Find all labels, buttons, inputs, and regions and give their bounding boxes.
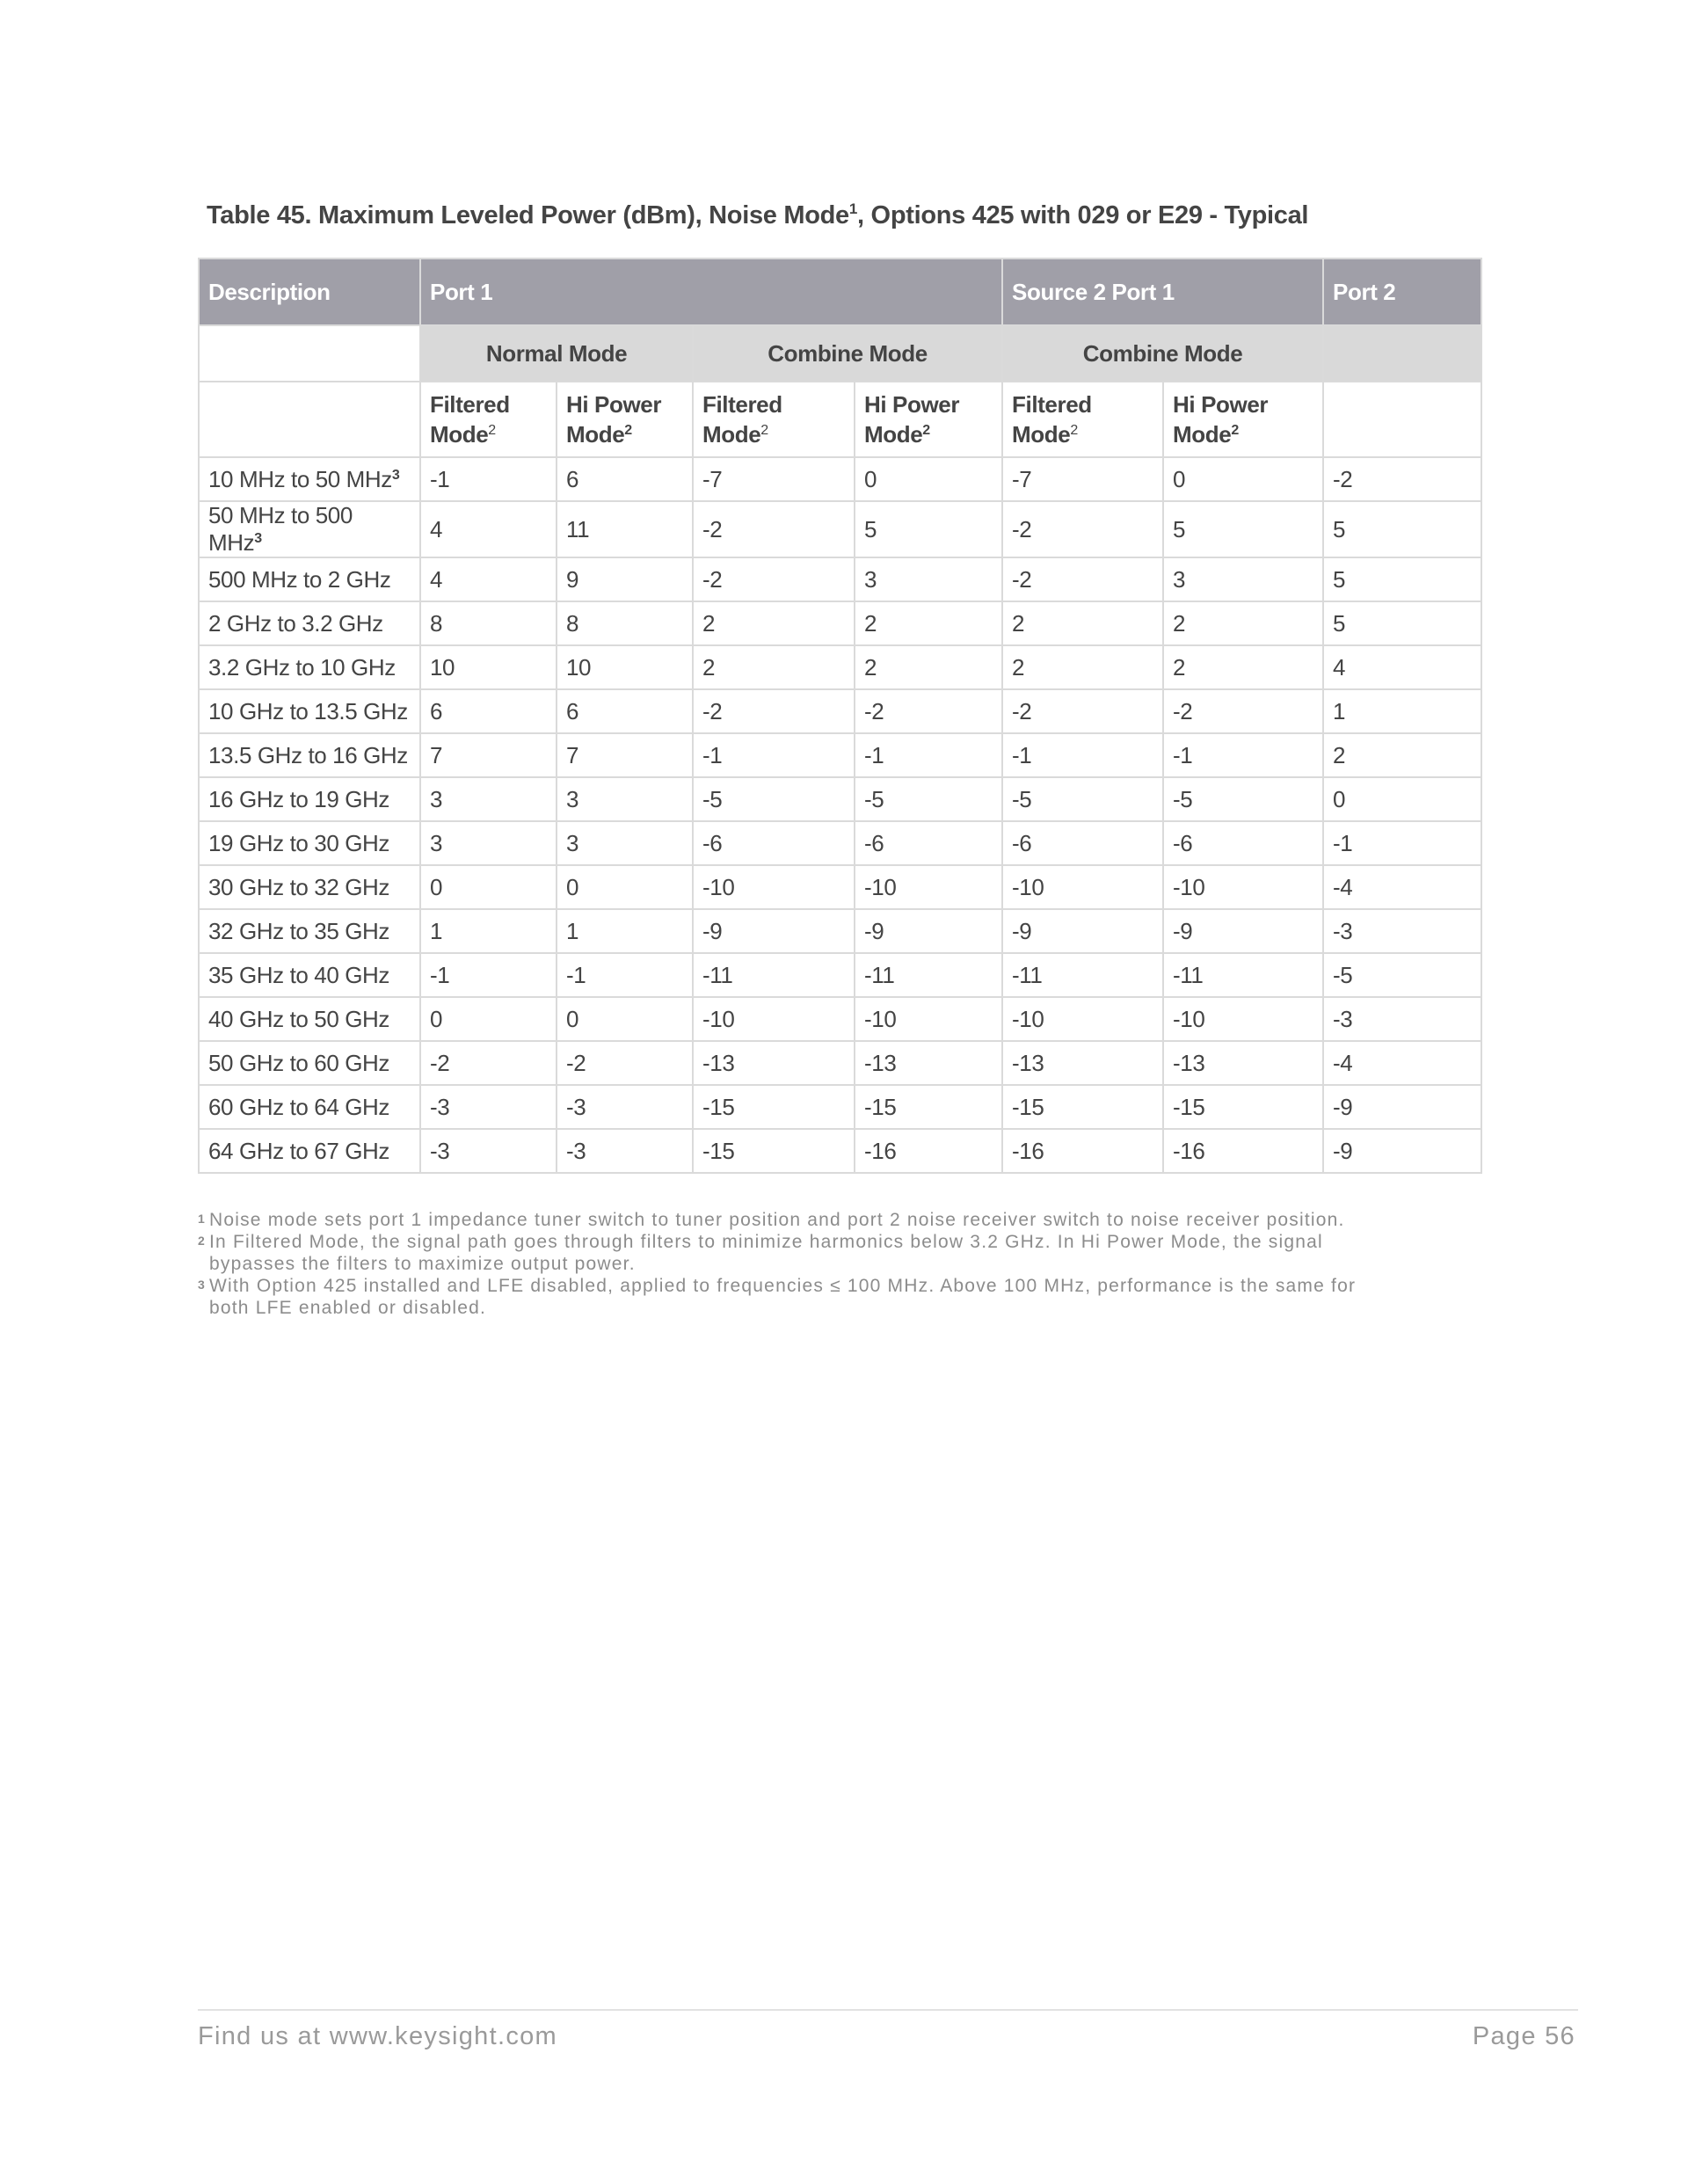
table-cell: 11 [557,501,693,557]
table-cell: -2 [1002,557,1163,601]
sub-header-blank-port-2 [1323,382,1481,457]
table-cell: -15 [693,1085,855,1129]
table-cell: -13 [855,1041,1002,1085]
table-row [199,953,1481,997]
row-description: 60 GHz to 64 GHz [199,1085,420,1129]
table-cell: 3 [1163,557,1323,601]
sub-header-cell: Filtered Mode$^2$ [1002,382,1163,457]
table-cell: -10 [1002,997,1163,1041]
table-cell: -10 [855,865,1002,909]
sub-header-cell: Hi Power Mode$^2$ [855,382,1002,457]
table-cell: -6 [693,821,855,865]
row-description: 500 MHz to 2 GHz [199,557,420,601]
row-description: 10 MHz to 50 MHz$^3$ [199,457,420,501]
mode-header-blank [199,325,420,382]
footnotes [198,1209,1376,1319]
page-number: Page 56 [1472,2022,1575,2050]
table-cell: -2 [420,1041,557,1085]
table-cell: 5 [1323,601,1481,645]
table-row [199,777,1481,821]
table-body [199,457,1481,1173]
row-description: 50 MHz to 500 MHz$^3$ [199,501,420,557]
sub-header-cell: Hi Power Mode$^2$ [1163,382,1323,457]
table-cell: -16 [1002,1129,1163,1173]
table-cell: -15 [1163,1085,1323,1129]
header-port-2: Port 2 [1323,258,1481,325]
table-row [199,1085,1481,1129]
table-row [199,1041,1481,1085]
table-cell: 0 [557,997,693,1041]
table-cell: -7 [1002,457,1163,501]
table-cell: -2 [1002,689,1163,733]
table-row [199,865,1481,909]
table-cell: -4 [1323,1041,1481,1085]
table-cell: -6 [1163,821,1323,865]
table-cell: -13 [1002,1041,1163,1085]
table-cell: 2 [855,601,1002,645]
table-cell: 3 [557,777,693,821]
table-cell: -10 [693,865,855,909]
table-cell: 2 [1002,601,1163,645]
table-cell: 2 [1323,733,1481,777]
table-cell: -3 [557,1129,693,1173]
sub-header-blank [199,382,420,457]
sub-header-row [199,382,1481,457]
table-cell: 3 [855,557,1002,601]
table-cell: 5 [1163,501,1323,557]
row-description: 35 GHz to 40 GHz [199,953,420,997]
table-cell: -6 [1002,821,1163,865]
row-description: 40 GHz to 50 GHz [199,997,420,1041]
table-cell: 7 [557,733,693,777]
table-row [199,501,1481,557]
sub-header-cell: Hi Power Mode$^2$ [557,382,693,457]
table-cell: -13 [693,1041,855,1085]
table-cell: -3 [420,1085,557,1129]
table-cell: -15 [855,1085,1002,1129]
row-description: 2 GHz to 3.2 GHz [199,601,420,645]
table-cell: -11 [1163,953,1323,997]
table-cell: -2 [1002,501,1163,557]
row-description: 64 GHz to 67 GHz [199,1129,420,1173]
table-cell: 2 [693,601,855,645]
header-combine-mode: Combine Mode [693,325,1002,382]
table-cell: -2 [1323,457,1481,501]
table-cell: -1 [1002,733,1163,777]
table-cell: 0 [1323,777,1481,821]
footnote: 1 Noise mode sets port 1 impedance tuner switch to tuner position and port 2 noise receiver switch to noise receiver position. [198,1210,1345,1230]
table-cell: -3 [1323,909,1481,953]
table-cell: 0 [855,457,1002,501]
table-cell: -9 [693,909,855,953]
table-row [199,1129,1481,1173]
header-description: Description [199,258,420,325]
table-cell: 3 [420,821,557,865]
table-row [199,997,1481,1041]
table-cell: 0 [420,865,557,909]
table-row [199,909,1481,953]
caption-footnote-marker: 1 [848,200,858,217]
table-cell: -5 [1163,777,1323,821]
row-description: 3.2 GHz to 10 GHz [199,645,420,689]
table-cell: -9 [1323,1085,1481,1129]
table-cell: -1 [420,953,557,997]
sub-header-cell: Filtered Mode$^2$ [693,382,855,457]
row-description: 16 GHz to 19 GHz [199,777,420,821]
table-cell: -2 [693,557,855,601]
table-cell: -11 [693,953,855,997]
table-cell: -5 [693,777,855,821]
table-cell: -15 [693,1129,855,1173]
table-cell: -5 [1002,777,1163,821]
table-row [199,457,1481,501]
table-cell: 4 [420,501,557,557]
header-source-2-port-1: Source 2 Port 1 [1002,258,1323,325]
table-cell: 2 [855,645,1002,689]
table-cell: -6 [855,821,1002,865]
table-cell: -3 [557,1085,693,1129]
row-description: 10 GHz to 13.5 GHz [199,689,420,733]
table-cell: -7 [693,457,855,501]
table-cell: -2 [1163,689,1323,733]
table-cell: 9 [557,557,693,601]
table-cell: -16 [855,1129,1002,1173]
footer-website: Find us at www.keysight.com [198,2022,558,2050]
table-cell: 6 [557,457,693,501]
table-cell: 10 [420,645,557,689]
table-cell: 10 [557,645,693,689]
table-cell: -11 [855,953,1002,997]
row-description: 50 GHz to 60 GHz [199,1041,420,1085]
max-leveled-power-table [198,258,1482,1174]
table-cell: 0 [1163,457,1323,501]
table-cell: -9 [1323,1129,1481,1173]
mode-header-row [199,325,1481,382]
table-cell: -4 [1323,865,1481,909]
table-cell: 3 [557,821,693,865]
table-cell: -11 [1002,953,1163,997]
table-cell: -2 [557,1041,693,1085]
table-cell: -10 [855,997,1002,1041]
table-row [199,645,1481,689]
table-cell: -2 [855,689,1002,733]
table-row [199,557,1481,601]
table-cell: -1 [1163,733,1323,777]
table-cell: -9 [1002,909,1163,953]
table-cell: 4 [1323,645,1481,689]
table-cell: -1 [420,457,557,501]
table-cell: -16 [1163,1129,1323,1173]
group-header-row [199,258,1481,325]
table-cell: -9 [1163,909,1323,953]
table-cell: -13 [1163,1041,1323,1085]
table-cell: -10 [1163,865,1323,909]
table-cell: 3 [420,777,557,821]
table-cell: -3 [420,1129,557,1173]
table-cell: 0 [420,997,557,1041]
table-cell: 5 [855,501,1002,557]
table-cell: 4 [420,557,557,601]
header-port-1: Port 1 [420,258,1002,325]
row-description: 30 GHz to 32 GHz [199,865,420,909]
table-cell: -2 [693,501,855,557]
row-description: 13.5 GHz to 16 GHz [199,733,420,777]
table-caption: Table 45. Maximum Leveled Power (dBm), Noise Mode$^1$, Options 425 with 029 or E29 - Typical [207,200,1309,229]
table-cell: -1 [693,733,855,777]
table-cell: 6 [420,689,557,733]
table-row [199,689,1481,733]
table-cell: 2 [1163,645,1323,689]
table-cell: -2 [693,689,855,733]
header-normal-mode: Normal Mode [420,325,693,382]
table-cell: -10 [693,997,855,1041]
table-cell: 1 [557,909,693,953]
table-cell: -10 [1002,865,1163,909]
table-cell: -5 [855,777,1002,821]
table-cell: -5 [1323,953,1481,997]
table-cell: -1 [557,953,693,997]
header-combine-mode-source-2: Combine Mode [1002,325,1323,382]
footnote: 2 In Filtered Mode, the signal path goes through filters to minimize harmonics below 3.2 GHz. In Hi Power Mode, the signal bypasses the filters to maximize output power. [198,1232,1323,1274]
table-row [199,733,1481,777]
table-cell: -9 [855,909,1002,953]
row-description: 32 GHz to 35 GHz [199,909,420,953]
table-row [199,601,1481,645]
table-cell: 2 [1002,645,1163,689]
table-row [199,821,1481,865]
table-cell: 5 [1323,501,1481,557]
table-cell: -3 [1323,997,1481,1041]
table-cell: 5 [1323,557,1481,601]
footnote: 3 With Option 425 installed and LFE disabled, applied to frequencies ≤ 100 MHz. Above 100 MHz, performance is the same for both LFE enabled or disabled. [198,1276,1357,1318]
mode-header-blank-port-2 [1323,325,1481,382]
table-cell: 8 [420,601,557,645]
table-cell: 1 [1323,689,1481,733]
table-cell: -1 [855,733,1002,777]
table-cell: 2 [1163,601,1323,645]
sub-header-cell: Filtered Mode$^2$ [420,382,557,457]
table-cell: 8 [557,601,693,645]
footer-divider [198,2009,1578,2011]
table-cell: -10 [1163,997,1323,1041]
table-cell: 6 [557,689,693,733]
table-cell: -15 [1002,1085,1163,1129]
row-description: 19 GHz to 30 GHz [199,821,420,865]
table-cell: 0 [557,865,693,909]
table-cell: 1 [420,909,557,953]
table-cell: 2 [693,645,855,689]
table-cell: 7 [420,733,557,777]
table-cell: -1 [1323,821,1481,865]
